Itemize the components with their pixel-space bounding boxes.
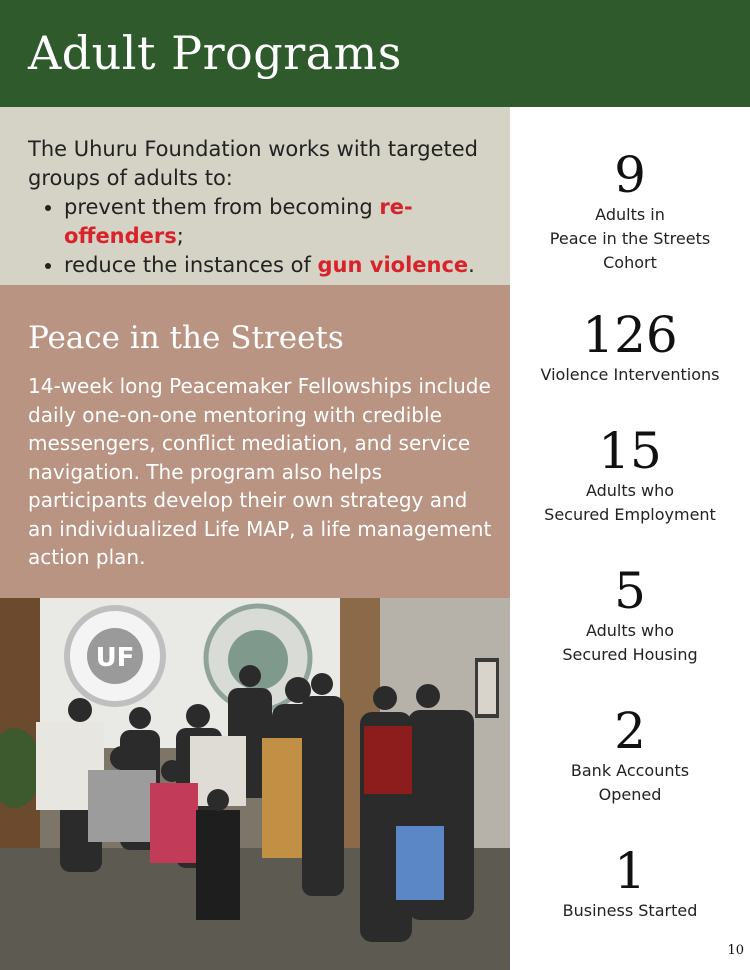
section-title: Peace in the Streets: [28, 320, 344, 356]
stat-label: Adults who Secured Housing: [562, 621, 698, 664]
bullet-punct: .: [468, 253, 475, 277]
bullet-highlight: gun violence: [317, 253, 469, 277]
page-number: 10: [727, 943, 744, 958]
stat-item: [510, 843, 750, 923]
peace-in-the-streets-section: [0, 285, 510, 598]
bullet-highlight: re-offenders: [64, 195, 413, 248]
stat-label: Bank Accounts Opened: [570, 761, 690, 804]
group-photo-illustration: [0, 598, 510, 970]
bullet-punct: ;: [176, 224, 184, 248]
group-photo: [0, 598, 510, 970]
stat-number: 2: [614, 702, 646, 760]
stat-item: [510, 147, 750, 275]
page-title: Adult Programs: [28, 26, 402, 80]
intro-bullet-list: [28, 193, 498, 280]
stat-number: 126: [582, 306, 678, 364]
stat-number: 15: [598, 422, 662, 480]
stat-item: [510, 703, 750, 807]
stat-label: Adults who Secured Employment: [544, 481, 716, 524]
stat-number: 9: [614, 146, 646, 204]
stat-item: [510, 423, 750, 527]
stat-label: Business Started: [562, 901, 698, 920]
bullet-text: prevent them from becoming: [64, 195, 380, 219]
bullet-text: reduce the instances of: [64, 253, 318, 277]
intro-bullet: [64, 251, 498, 280]
stat-number: 5: [614, 562, 646, 620]
stat-item: [510, 307, 750, 387]
intro-text: The Uhuru Foundation works with targeted groups of adults to:: [28, 137, 479, 190]
intro-bullet: [64, 193, 498, 251]
stat-label: Adults in Peace in the Streets Cohort: [549, 205, 711, 272]
uf-logo-text: UF: [95, 643, 135, 673]
intro-section: [0, 107, 510, 285]
stat-number: 1: [614, 842, 646, 900]
stat-label: Violence Interventions: [540, 365, 720, 384]
page-header: [0, 0, 750, 107]
stat-item: [510, 563, 750, 667]
stats-column: [510, 107, 750, 957]
intro-text-block: [28, 135, 498, 280]
section-body: 14-week long Peacemaker Fellowships include daily one-on-one mentoring with credible messengers, conflict mediation, and service navigation. The program also helps participants develop their own strategy and an individualized Life MAP, a life management action plan.: [28, 374, 492, 569]
